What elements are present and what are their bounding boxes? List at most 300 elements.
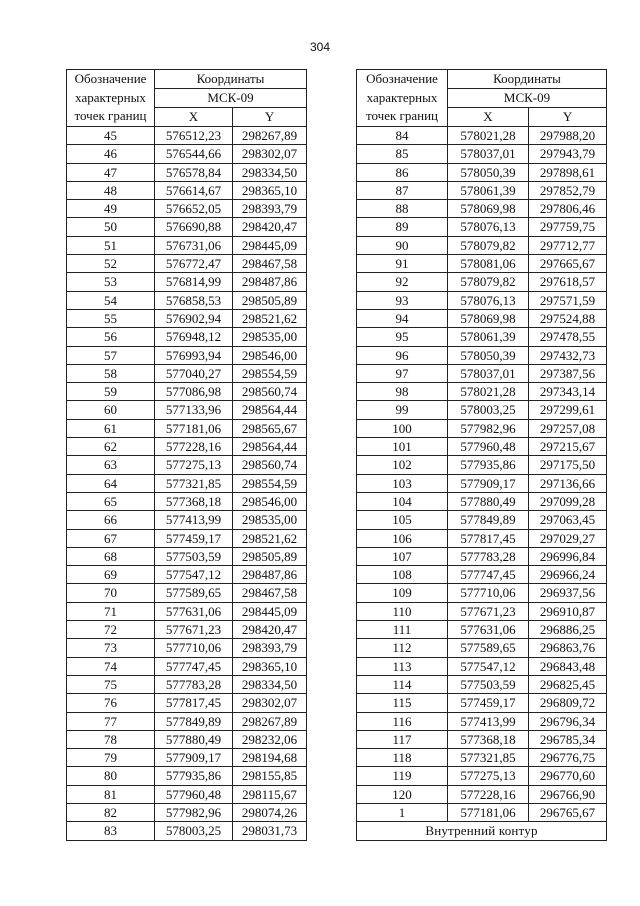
table-row [357, 438, 607, 456]
point-number-cell: 115 [357, 694, 448, 712]
point-number-cell: 108 [357, 566, 448, 584]
point-number-cell: 83 [67, 822, 155, 840]
header-point-line: Обозначение [74, 71, 147, 87]
point-number-cell: 52 [67, 255, 155, 273]
x-coordinate-cell: 577368,18 [448, 730, 529, 748]
table-row [67, 639, 307, 657]
header-point-line: Обозначение [366, 71, 438, 87]
y-coordinate-cell: 298420,47 [233, 218, 307, 236]
x-coordinate-cell: 578076,13 [448, 218, 529, 236]
x-coordinate-cell: 577228,16 [448, 785, 529, 803]
y-coordinate-cell: 298535,00 [233, 328, 307, 346]
x-coordinate-cell: 578069,98 [448, 200, 529, 218]
table-row [357, 236, 607, 254]
table-row [67, 584, 307, 602]
x-coordinate-cell: 578069,98 [448, 309, 529, 327]
x-coordinate-cell: 577547,12 [155, 566, 233, 584]
point-number-cell: 80 [67, 767, 155, 785]
x-coordinate-cell: 578061,39 [448, 181, 529, 199]
y-coordinate-cell: 298393,79 [233, 200, 307, 218]
y-coordinate-cell: 298365,10 [233, 657, 307, 675]
y-coordinate-cell: 298445,09 [233, 236, 307, 254]
point-number-cell: 110 [357, 602, 448, 620]
y-coordinate-cell: 296766,90 [529, 785, 607, 803]
y-coordinate-cell: 298420,47 [233, 621, 307, 639]
point-number-cell: 111 [357, 621, 448, 639]
table-row [67, 529, 307, 547]
y-coordinate-cell: 297988,20 [529, 127, 607, 145]
header-point-line: характерных [366, 89, 438, 105]
table-row [357, 383, 607, 401]
point-number-cell: 1 [357, 803, 448, 821]
table-row [67, 273, 307, 291]
x-coordinate-cell: 577181,06 [448, 803, 529, 821]
point-number-cell: 74 [67, 657, 155, 675]
y-coordinate-cell: 298302,07 [233, 145, 307, 163]
y-coordinate-cell: 298155,85 [233, 767, 307, 785]
y-coordinate-cell: 297063,45 [529, 511, 607, 529]
table-row [357, 749, 607, 767]
x-coordinate-cell: 577817,45 [155, 694, 233, 712]
table-row [357, 364, 607, 382]
table-row [67, 712, 307, 730]
table-row [67, 200, 307, 218]
table-row [67, 785, 307, 803]
x-coordinate-cell: 577783,28 [155, 675, 233, 693]
point-number-cell: 104 [357, 492, 448, 510]
x-coordinate-cell: 577181,06 [155, 419, 233, 437]
table-row [67, 602, 307, 620]
x-coordinate-cell: 576814,99 [155, 273, 233, 291]
x-coordinate-cell: 577413,99 [448, 712, 529, 730]
coordinates-table-right [356, 69, 607, 841]
y-coordinate-cell: 296966,24 [529, 566, 607, 584]
table-row [357, 639, 607, 657]
point-number-cell: 109 [357, 584, 448, 602]
x-coordinate-cell: 577849,89 [448, 511, 529, 529]
table-body-left [67, 127, 307, 841]
table-row [357, 291, 607, 309]
table-row [357, 803, 607, 821]
y-coordinate-cell: 298505,89 [233, 291, 307, 309]
header-y: Y [233, 108, 307, 127]
table-row [357, 127, 607, 145]
point-number-cell: 119 [357, 767, 448, 785]
header-point-designation [357, 70, 448, 127]
y-coordinate-cell: 298194,68 [233, 749, 307, 767]
table-row [357, 547, 607, 565]
point-number-cell: 92 [357, 273, 448, 291]
table-row [357, 255, 607, 273]
point-number-cell: 106 [357, 529, 448, 547]
x-coordinate-cell: 577747,45 [448, 566, 529, 584]
y-coordinate-cell: 296886,25 [529, 621, 607, 639]
y-coordinate-cell: 298115,67 [233, 785, 307, 803]
y-coordinate-cell: 298564,44 [233, 401, 307, 419]
x-coordinate-cell: 577503,59 [448, 675, 529, 693]
table-row [67, 694, 307, 712]
table-row [67, 309, 307, 327]
header-y: Y [529, 108, 607, 127]
point-number-cell: 79 [67, 749, 155, 767]
point-number-cell: 64 [67, 474, 155, 492]
y-coordinate-cell: 298546,00 [233, 346, 307, 364]
y-coordinate-cell: 298267,89 [233, 127, 307, 145]
table-row [67, 127, 307, 145]
point-number-cell: 99 [357, 401, 448, 419]
y-coordinate-cell: 298467,58 [233, 255, 307, 273]
header-point-line: характерных [75, 89, 146, 105]
x-coordinate-cell: 577880,49 [448, 492, 529, 510]
header-coordinate-system: МСК-09 [155, 89, 307, 108]
point-number-cell: 75 [67, 675, 155, 693]
point-number-cell: 97 [357, 364, 448, 382]
y-coordinate-cell: 297524,88 [529, 309, 607, 327]
point-number-cell: 114 [357, 675, 448, 693]
point-number-cell: 117 [357, 730, 448, 748]
x-coordinate-cell: 577631,06 [448, 621, 529, 639]
point-number-cell: 88 [357, 200, 448, 218]
x-coordinate-cell: 576544,66 [155, 145, 233, 163]
point-number-cell: 113 [357, 657, 448, 675]
table-row [357, 712, 607, 730]
point-number-cell: 70 [67, 584, 155, 602]
y-coordinate-cell: 297806,46 [529, 200, 607, 218]
y-coordinate-cell: 296776,75 [529, 749, 607, 767]
table-row [357, 346, 607, 364]
y-coordinate-cell: 298232,06 [233, 730, 307, 748]
table-row [357, 529, 607, 547]
x-coordinate-cell: 578079,82 [448, 273, 529, 291]
x-coordinate-cell: 578003,25 [448, 401, 529, 419]
y-coordinate-cell: 298302,07 [233, 694, 307, 712]
table-row [67, 346, 307, 364]
point-number-cell: 87 [357, 181, 448, 199]
x-coordinate-cell: 577040,27 [155, 364, 233, 382]
point-number-cell: 63 [67, 456, 155, 474]
table-row [67, 456, 307, 474]
y-coordinate-cell: 297299,61 [529, 401, 607, 419]
point-number-cell: 71 [67, 602, 155, 620]
point-number-cell: 91 [357, 255, 448, 273]
point-number-cell: 48 [67, 181, 155, 199]
point-number-cell: 73 [67, 639, 155, 657]
x-coordinate-cell: 578061,39 [448, 328, 529, 346]
table-row [67, 438, 307, 456]
y-coordinate-cell: 298334,50 [233, 163, 307, 181]
y-coordinate-cell: 296770,60 [529, 767, 607, 785]
point-number-cell: 76 [67, 694, 155, 712]
table-row [67, 383, 307, 401]
point-number-cell: 90 [357, 236, 448, 254]
x-coordinate-cell: 577747,45 [155, 657, 233, 675]
table-row [357, 492, 607, 510]
table-row [357, 511, 607, 529]
point-number-cell: 85 [357, 145, 448, 163]
table-row [67, 364, 307, 382]
y-coordinate-cell: 298334,50 [233, 675, 307, 693]
x-coordinate-cell: 578050,39 [448, 346, 529, 364]
x-coordinate-cell: 577849,89 [155, 712, 233, 730]
point-number-cell: 105 [357, 511, 448, 529]
table-row [67, 547, 307, 565]
point-number-cell: 102 [357, 456, 448, 474]
y-coordinate-cell: 296785,34 [529, 730, 607, 748]
y-coordinate-cell: 298554,59 [233, 474, 307, 492]
x-coordinate-cell: 576690,88 [155, 218, 233, 236]
table-row [357, 401, 607, 419]
x-coordinate-cell: 578081,06 [448, 255, 529, 273]
header-point-line: точек границ [74, 108, 147, 124]
table-row [357, 675, 607, 693]
y-coordinate-cell: 297898,61 [529, 163, 607, 181]
point-number-cell: 68 [67, 547, 155, 565]
table-row [67, 492, 307, 510]
y-coordinate-cell: 298445,09 [233, 602, 307, 620]
table-row [67, 822, 307, 840]
table-row [67, 730, 307, 748]
point-number-cell: 77 [67, 712, 155, 730]
point-number-cell: 82 [67, 803, 155, 821]
point-number-cell: 67 [67, 529, 155, 547]
x-coordinate-cell: 578079,82 [448, 236, 529, 254]
x-coordinate-cell: 577880,49 [155, 730, 233, 748]
y-coordinate-cell: 297257,08 [529, 419, 607, 437]
x-coordinate-cell: 577982,96 [448, 419, 529, 437]
x-coordinate-cell: 576614,67 [155, 181, 233, 199]
x-coordinate-cell: 578021,28 [448, 383, 529, 401]
table-row [67, 419, 307, 437]
y-coordinate-cell: 298560,74 [233, 456, 307, 474]
table-row [357, 785, 607, 803]
point-number-cell: 120 [357, 785, 448, 803]
y-coordinate-cell: 298554,59 [233, 364, 307, 382]
x-coordinate-cell: 578050,39 [448, 163, 529, 181]
table-row [357, 694, 607, 712]
x-coordinate-cell: 577671,23 [155, 621, 233, 639]
point-number-cell: 55 [67, 309, 155, 327]
table-row [357, 181, 607, 199]
table-row [67, 566, 307, 584]
y-coordinate-cell: 297136,66 [529, 474, 607, 492]
point-number-cell: 72 [67, 621, 155, 639]
y-coordinate-cell: 297571,59 [529, 291, 607, 309]
x-coordinate-cell: 576858,53 [155, 291, 233, 309]
x-coordinate-cell: 577935,86 [155, 767, 233, 785]
point-number-cell: 118 [357, 749, 448, 767]
table-row [67, 236, 307, 254]
table-row [67, 474, 307, 492]
table-body-right [357, 127, 607, 822]
header-point-line: точек границ [365, 108, 439, 124]
point-number-cell: 61 [67, 419, 155, 437]
header-coordinates [155, 70, 307, 89]
point-number-cell: 95 [357, 328, 448, 346]
header-coordinates-line: Координаты [493, 71, 561, 86]
x-coordinate-cell: 577275,13 [155, 456, 233, 474]
table-row [67, 675, 307, 693]
y-coordinate-cell: 297943,79 [529, 145, 607, 163]
point-number-cell: 47 [67, 163, 155, 181]
y-coordinate-cell: 297665,67 [529, 255, 607, 273]
point-number-cell: 54 [67, 291, 155, 309]
table-row [357, 566, 607, 584]
x-coordinate-cell: 577275,13 [448, 767, 529, 785]
table-row [67, 328, 307, 346]
x-coordinate-cell: 577960,48 [155, 785, 233, 803]
point-number-cell: 57 [67, 346, 155, 364]
table-row [357, 145, 607, 163]
point-number-cell: 84 [357, 127, 448, 145]
y-coordinate-cell: 298564,44 [233, 438, 307, 456]
table-row [67, 621, 307, 639]
table-row [357, 621, 607, 639]
table-row [357, 584, 607, 602]
y-coordinate-cell: 296843,48 [529, 657, 607, 675]
point-number-cell: 96 [357, 346, 448, 364]
y-coordinate-cell: 297478,55 [529, 328, 607, 346]
point-number-cell: 58 [67, 364, 155, 382]
coordinates-table-left [66, 69, 307, 841]
point-number-cell: 112 [357, 639, 448, 657]
y-coordinate-cell: 297712,77 [529, 236, 607, 254]
point-number-cell: 101 [357, 438, 448, 456]
x-coordinate-cell: 577503,59 [155, 547, 233, 565]
table-row [67, 749, 307, 767]
x-coordinate-cell: 576902,94 [155, 309, 233, 327]
table-row [67, 163, 307, 181]
point-number-cell: 66 [67, 511, 155, 529]
table-row [357, 767, 607, 785]
y-coordinate-cell: 296809,72 [529, 694, 607, 712]
y-coordinate-cell: 297852,79 [529, 181, 607, 199]
x-coordinate-cell: 577982,96 [155, 803, 233, 821]
y-coordinate-cell: 298546,00 [233, 492, 307, 510]
y-coordinate-cell: 298267,89 [233, 712, 307, 730]
table-row [67, 255, 307, 273]
x-coordinate-cell: 577459,17 [448, 694, 529, 712]
y-coordinate-cell: 297343,14 [529, 383, 607, 401]
table-row [67, 181, 307, 199]
x-coordinate-cell: 577935,86 [448, 456, 529, 474]
table-row [67, 291, 307, 309]
header-coordinates [448, 70, 607, 89]
inner-contour-label: Внутренний контур [357, 822, 607, 840]
y-coordinate-cell: 297759,75 [529, 218, 607, 236]
table-row [357, 602, 607, 620]
x-coordinate-cell: 576731,06 [155, 236, 233, 254]
y-coordinate-cell: 298535,00 [233, 511, 307, 529]
x-coordinate-cell: 577909,17 [448, 474, 529, 492]
point-number-cell: 86 [357, 163, 448, 181]
table-row [357, 218, 607, 236]
x-coordinate-cell: 577817,45 [448, 529, 529, 547]
y-coordinate-cell: 298487,86 [233, 273, 307, 291]
table-row [67, 145, 307, 163]
point-number-cell: 51 [67, 236, 155, 254]
table-row [357, 474, 607, 492]
y-coordinate-cell: 298521,62 [233, 529, 307, 547]
point-number-cell: 56 [67, 328, 155, 346]
x-coordinate-cell: 578021,28 [448, 127, 529, 145]
x-coordinate-cell: 577321,85 [448, 749, 529, 767]
x-coordinate-cell: 577710,06 [448, 584, 529, 602]
y-coordinate-cell: 298074,26 [233, 803, 307, 821]
point-number-cell: 50 [67, 218, 155, 236]
x-coordinate-cell: 577909,17 [155, 749, 233, 767]
y-coordinate-cell: 298560,74 [233, 383, 307, 401]
x-coordinate-cell: 576948,12 [155, 328, 233, 346]
point-number-cell: 60 [67, 401, 155, 419]
x-coordinate-cell: 577368,18 [155, 492, 233, 510]
x-coordinate-cell: 577671,23 [448, 602, 529, 620]
x-coordinate-cell: 577133,96 [155, 401, 233, 419]
point-number-cell: 89 [357, 218, 448, 236]
x-coordinate-cell: 578037,01 [448, 364, 529, 382]
y-coordinate-cell: 297175,50 [529, 456, 607, 474]
point-number-cell: 107 [357, 547, 448, 565]
y-coordinate-cell: 298467,58 [233, 584, 307, 602]
y-coordinate-cell: 298521,62 [233, 309, 307, 327]
point-number-cell: 59 [67, 383, 155, 401]
header-coordinates-line: Координаты [196, 71, 265, 86]
table-row [67, 401, 307, 419]
y-coordinate-cell: 296796,34 [529, 712, 607, 730]
page-number: 304 [309, 40, 331, 54]
point-number-cell: 65 [67, 492, 155, 510]
point-number-cell: 94 [357, 309, 448, 327]
x-coordinate-cell: 577228,16 [155, 438, 233, 456]
x-coordinate-cell: 577710,06 [155, 639, 233, 657]
table-row [357, 200, 607, 218]
x-coordinate-cell: 578003,25 [155, 822, 233, 840]
point-number-cell: 62 [67, 438, 155, 456]
x-coordinate-cell: 577631,06 [155, 602, 233, 620]
y-coordinate-cell: 297099,28 [529, 492, 607, 510]
y-coordinate-cell: 297432,73 [529, 346, 607, 364]
table-row [67, 657, 307, 675]
point-number-cell: 103 [357, 474, 448, 492]
y-coordinate-cell: 297029,27 [529, 529, 607, 547]
x-coordinate-cell: 577086,98 [155, 383, 233, 401]
x-coordinate-cell: 578037,01 [448, 145, 529, 163]
point-number-cell: 69 [67, 566, 155, 584]
x-coordinate-cell: 577459,17 [155, 529, 233, 547]
x-coordinate-cell: 577960,48 [448, 438, 529, 456]
table-row [357, 309, 607, 327]
table-row [67, 767, 307, 785]
point-number-cell: 46 [67, 145, 155, 163]
header-coordinate-system: МСК-09 [448, 89, 607, 108]
y-coordinate-cell: 296910,87 [529, 602, 607, 620]
table-row [357, 328, 607, 346]
table-row [67, 218, 307, 236]
y-coordinate-cell: 298505,89 [233, 547, 307, 565]
y-coordinate-cell: 296765,67 [529, 803, 607, 821]
x-coordinate-cell: 576993,94 [155, 346, 233, 364]
x-coordinate-cell: 577589,65 [155, 584, 233, 602]
x-coordinate-cell: 576652,05 [155, 200, 233, 218]
table-row [357, 163, 607, 181]
point-number-cell: 78 [67, 730, 155, 748]
table-row [357, 730, 607, 748]
x-coordinate-cell: 577783,28 [448, 547, 529, 565]
y-coordinate-cell: 298393,79 [233, 639, 307, 657]
y-coordinate-cell: 298031,73 [233, 822, 307, 840]
table-row [357, 657, 607, 675]
y-coordinate-cell: 296863,76 [529, 639, 607, 657]
x-coordinate-cell: 576512,23 [155, 127, 233, 145]
